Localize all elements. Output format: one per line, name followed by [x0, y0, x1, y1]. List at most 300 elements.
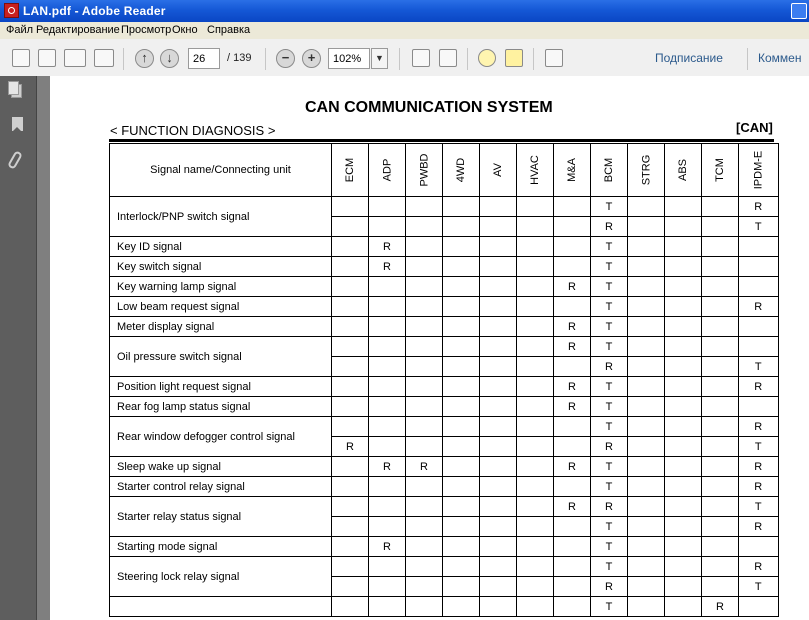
signal-cell: T	[591, 537, 628, 557]
signal-cell	[517, 297, 554, 317]
signal-cell	[332, 537, 369, 557]
signal-cell: T	[591, 337, 628, 357]
attachment-icon[interactable]	[7, 150, 23, 170]
signal-cell	[554, 597, 591, 617]
signal-cell	[628, 417, 665, 437]
signal-cell	[628, 337, 665, 357]
signal-cell: R	[591, 497, 628, 517]
signal-cell	[628, 557, 665, 577]
signal-cell	[443, 457, 480, 477]
signal-cell	[702, 297, 739, 317]
column-header	[665, 144, 702, 197]
signal-cell	[332, 297, 369, 317]
signal-cell: R	[591, 357, 628, 377]
signal-cell	[480, 557, 517, 577]
signal-name: Low beam request signal	[110, 297, 332, 317]
column-header	[406, 144, 443, 197]
column-header-label: ABS	[676, 158, 689, 182]
signal-cell	[554, 217, 591, 237]
signal-cell	[369, 577, 406, 597]
signal-cell	[554, 257, 591, 277]
signal-cell	[517, 397, 554, 417]
signal-cell	[702, 257, 739, 277]
signal-cell: T	[591, 557, 628, 577]
signal-cell	[480, 397, 517, 417]
signal-cell	[628, 377, 665, 397]
column-header-label: ECM	[343, 157, 356, 183]
signal-cell	[443, 337, 480, 357]
signal-cell	[480, 257, 517, 277]
signal-cell	[554, 437, 591, 457]
signal-cell	[369, 197, 406, 217]
signal-cell	[332, 337, 369, 357]
column-header	[628, 144, 665, 197]
signal-cell	[517, 537, 554, 557]
signal-cell: R	[554, 337, 591, 357]
signal-cell	[517, 217, 554, 237]
table-row	[110, 477, 779, 497]
signal-cell	[665, 277, 702, 297]
signal-cell	[332, 257, 369, 277]
signal-cell: T	[591, 197, 628, 217]
signal-cell: R	[739, 197, 779, 217]
signal-cell	[665, 537, 702, 557]
signal-cell	[628, 577, 665, 597]
signal-cell	[702, 377, 739, 397]
signal-cell	[628, 537, 665, 557]
signal-cell	[702, 397, 739, 417]
signal-cell	[332, 317, 369, 337]
signal-cell	[406, 357, 443, 377]
signal-cell	[332, 517, 369, 537]
signal-cell	[443, 277, 480, 297]
signal-cell: T	[739, 217, 779, 237]
signal-cell: R	[739, 477, 779, 497]
signal-cell: T	[591, 317, 628, 337]
signal-cell	[369, 337, 406, 357]
signal-cell	[517, 597, 554, 617]
signal-cell: T	[739, 357, 779, 377]
title-bar	[0, 0, 809, 22]
signal-name: Starter control relay signal	[110, 477, 332, 497]
signal-cell	[702, 437, 739, 457]
signal-cell	[480, 237, 517, 257]
column-header	[332, 144, 369, 197]
signal-cell	[517, 437, 554, 457]
signal-cell	[480, 217, 517, 237]
signal-cell	[628, 397, 665, 417]
signal-cell	[739, 277, 779, 297]
signal-cell	[702, 417, 739, 437]
signal-cell	[517, 457, 554, 477]
signal-cell	[443, 557, 480, 577]
table-row	[110, 377, 779, 397]
signal-name: Key switch signal	[110, 257, 332, 277]
zoom-input[interactable]: 102%	[328, 48, 370, 69]
signal-cell	[332, 397, 369, 417]
signal-name	[110, 597, 332, 617]
signal-cell: T	[591, 397, 628, 417]
signal-cell	[628, 237, 665, 257]
comment-link[interactable]: Коммен	[758, 51, 802, 65]
signal-cell	[665, 517, 702, 537]
column-header-label: M&A	[566, 158, 578, 182]
column-header-label: STRG	[640, 154, 652, 186]
signal-cell: R	[591, 217, 628, 237]
signal-cell	[332, 457, 369, 477]
column-header	[369, 144, 406, 197]
signal-cell	[443, 597, 480, 617]
signal-cell	[517, 417, 554, 437]
signal-cell	[443, 297, 480, 317]
signal-cell: T	[591, 297, 628, 317]
signal-cell	[369, 357, 406, 377]
signal-cell	[702, 337, 739, 357]
table-row	[110, 597, 779, 617]
signal-cell	[517, 257, 554, 277]
signal-cell	[628, 297, 665, 317]
signal-cell	[554, 517, 591, 537]
signal-name: Key warning lamp signal	[110, 277, 332, 297]
signal-cell	[369, 517, 406, 537]
column-header-label: ADP	[381, 158, 393, 182]
table-row	[110, 457, 779, 477]
signal-cell: R	[739, 417, 779, 437]
signal-cell	[332, 357, 369, 377]
table-header-name: Signal name/Connecting unit	[110, 144, 332, 197]
signal-cell	[628, 457, 665, 477]
signal-cell	[517, 317, 554, 337]
signal-cell: T	[591, 457, 628, 477]
signal-cell	[480, 437, 517, 457]
column-header-label: TCM	[713, 158, 726, 182]
column-header	[591, 144, 628, 197]
signal-cell	[554, 577, 591, 597]
signal-cell: R	[739, 517, 779, 537]
signal-cell	[517, 277, 554, 297]
menu-edit[interactable]: Редактирование	[36, 24, 120, 36]
signal-cell	[517, 517, 554, 537]
signal-cell: R	[369, 257, 406, 277]
signal-cell: T	[591, 257, 628, 277]
signal-cell: R	[591, 577, 628, 597]
menu-window[interactable]: Окно	[172, 24, 198, 36]
signal-cell	[665, 397, 702, 417]
signal-cell	[517, 357, 554, 377]
signal-cell	[739, 537, 779, 557]
signal-cell: R	[369, 237, 406, 257]
signal-cell	[702, 317, 739, 337]
signal-name: Meter display signal	[110, 317, 332, 337]
signal-name: Sleep wake up signal	[110, 457, 332, 477]
signal-cell	[702, 537, 739, 557]
signal-cell	[554, 537, 591, 557]
signal-cell	[406, 257, 443, 277]
signal-cell	[406, 497, 443, 517]
signal-cell	[443, 417, 480, 437]
fit-page-icon[interactable]	[412, 49, 430, 67]
signal-cell: T	[739, 497, 779, 517]
signal-cell	[332, 477, 369, 497]
signal-cell	[480, 537, 517, 557]
signal-name: Starting mode signal	[110, 537, 332, 557]
signal-cell	[665, 337, 702, 357]
signal-cell: R	[554, 457, 591, 477]
signal-cell	[406, 197, 443, 217]
save-icon[interactable]	[38, 49, 56, 67]
signal-cell	[369, 497, 406, 517]
signal-cell	[369, 297, 406, 317]
zoom-dropdown-icon[interactable]: ▼	[371, 48, 388, 69]
signal-name: Oil pressure switch signal	[110, 337, 332, 377]
signal-cell	[702, 197, 739, 217]
signal-cell	[665, 497, 702, 517]
signal-cell	[443, 317, 480, 337]
signal-cell	[406, 537, 443, 557]
fit-width-icon[interactable]	[439, 49, 457, 67]
column-header	[702, 144, 739, 197]
table-row	[110, 317, 779, 337]
signal-cell	[443, 437, 480, 457]
menu-file[interactable]: Файл	[6, 24, 34, 36]
page-title: CAN COMMUNICATION SYSTEM	[305, 99, 553, 116]
signal-cell	[406, 237, 443, 257]
signal-cell: R	[332, 437, 369, 457]
signal-cell	[480, 457, 517, 477]
signal-cell	[628, 317, 665, 337]
signal-cell	[406, 437, 443, 457]
signal-cell: R	[554, 277, 591, 297]
table-row	[110, 497, 779, 517]
page-total: / 139	[227, 52, 252, 64]
signal-cell	[406, 517, 443, 537]
signal-cell	[702, 237, 739, 257]
signal-cell	[628, 217, 665, 237]
table-row	[110, 537, 779, 557]
signal-cell	[702, 517, 739, 537]
signal-cell	[628, 197, 665, 217]
signal-cell	[554, 417, 591, 437]
signal-cell	[702, 217, 739, 237]
signal-cell	[406, 337, 443, 357]
signal-cell	[406, 397, 443, 417]
create-icon[interactable]	[12, 49, 30, 67]
signal-cell: R	[554, 377, 591, 397]
signal-cell	[517, 497, 554, 517]
next-page-icon[interactable]: ↓	[160, 49, 179, 68]
signal-cell: R	[739, 457, 779, 477]
signal-cell: R	[739, 557, 779, 577]
signal-cell	[332, 417, 369, 437]
signal-cell	[369, 377, 406, 397]
signal-cell	[480, 337, 517, 357]
signal-cell	[517, 577, 554, 597]
signal-cell	[702, 277, 739, 297]
signal-cell	[739, 257, 779, 277]
window-control-button[interactable]	[791, 3, 807, 19]
signal-cell: T	[591, 477, 628, 497]
table-row	[110, 397, 779, 417]
column-header-label: PWBD	[418, 153, 430, 187]
signal-cell	[480, 377, 517, 397]
signal-cell: R	[739, 377, 779, 397]
signal-cell	[702, 477, 739, 497]
signal-cell	[665, 437, 702, 457]
signal-cell	[369, 437, 406, 457]
signal-cell	[443, 537, 480, 557]
signal-cell	[739, 237, 779, 257]
signal-cell	[443, 357, 480, 377]
signal-cell	[332, 577, 369, 597]
signal-cell	[517, 237, 554, 257]
signal-cell	[628, 357, 665, 377]
column-header	[443, 144, 480, 197]
signal-cell: R	[554, 497, 591, 517]
column-header	[739, 144, 779, 197]
signal-cell	[332, 597, 369, 617]
section-tag: [CAN]	[736, 120, 773, 135]
signal-cell	[480, 357, 517, 377]
signal-cell	[406, 557, 443, 577]
signal-cell: T	[591, 517, 628, 537]
signal-name: Rear window defogger control signal	[110, 417, 332, 457]
signal-cell	[480, 477, 517, 497]
signal-cell	[480, 317, 517, 337]
signal-cell	[332, 377, 369, 397]
heading-rule	[109, 139, 774, 142]
table-row	[110, 337, 779, 357]
table-row	[110, 297, 779, 317]
signal-cell: R	[554, 317, 591, 337]
signal-cell	[332, 217, 369, 237]
email-icon[interactable]	[94, 49, 114, 67]
signal-cell	[443, 217, 480, 237]
signal-cell	[406, 277, 443, 297]
window-title: LAN.pdf - Adobe Reader	[23, 4, 166, 18]
signal-cell	[739, 317, 779, 337]
signal-cell	[369, 217, 406, 237]
signal-cell	[369, 477, 406, 497]
signal-cell	[702, 457, 739, 477]
signal-cell	[480, 497, 517, 517]
signal-cell	[369, 417, 406, 437]
signal-cell	[406, 477, 443, 497]
table-row	[110, 557, 779, 577]
signal-cell	[443, 497, 480, 517]
signal-cell: R	[406, 457, 443, 477]
signal-cell	[480, 277, 517, 297]
expand-icon[interactable]	[545, 49, 563, 67]
signal-name: Starter relay status signal	[110, 497, 332, 537]
signal-cell	[554, 557, 591, 577]
menu-help[interactable]: Справка	[207, 24, 251, 36]
signal-cell	[702, 497, 739, 517]
signal-cell	[406, 297, 443, 317]
signal-cell	[665, 317, 702, 337]
signal-cell	[443, 377, 480, 397]
signal-cell: T	[591, 237, 628, 257]
signal-cell: R	[369, 457, 406, 477]
signal-cell	[554, 477, 591, 497]
table-row	[110, 277, 779, 297]
signal-cell	[406, 577, 443, 597]
signal-cell	[665, 477, 702, 497]
comment-icon[interactable]	[478, 49, 496, 67]
signal-cell	[628, 597, 665, 617]
signal-cell	[628, 497, 665, 517]
signal-cell	[443, 197, 480, 217]
signal-cell	[739, 597, 779, 617]
signal-cell	[665, 377, 702, 397]
signal-cell: R	[702, 597, 739, 617]
signal-cell	[443, 517, 480, 537]
signal-cell	[554, 197, 591, 217]
column-header-label: AV	[491, 163, 504, 177]
adobe-reader-icon	[4, 3, 19, 18]
page-number-input[interactable]: 26	[188, 48, 220, 69]
table-row	[110, 417, 779, 437]
highlight-icon[interactable]	[505, 49, 523, 67]
signal-cell: R	[554, 397, 591, 417]
sign-link[interactable]: Подписание	[655, 51, 723, 65]
signal-cell	[332, 237, 369, 257]
signal-cell: T	[591, 277, 628, 297]
signal-name: Steering lock relay signal	[110, 557, 332, 597]
signal-name: Rear fog lamp status signal	[110, 397, 332, 417]
signal-cell	[443, 477, 480, 497]
signal-cell	[443, 577, 480, 597]
zoom-in-icon[interactable]: +	[302, 49, 321, 68]
signal-cell	[480, 297, 517, 317]
signal-cell	[554, 357, 591, 377]
bookmark-icon[interactable]	[12, 117, 23, 131]
signal-cell	[480, 517, 517, 537]
signal-cell: R	[369, 537, 406, 557]
column-header-label: HVAC	[529, 155, 541, 185]
zoom-out-icon[interactable]: −	[276, 49, 295, 68]
signal-name: Position light request signal	[110, 377, 332, 397]
signal-cell	[665, 597, 702, 617]
signal-cell	[702, 577, 739, 597]
signal-cell	[369, 557, 406, 577]
signal-cell	[665, 417, 702, 437]
previous-page-icon[interactable]: ↑	[135, 49, 154, 68]
signal-cell	[406, 597, 443, 617]
signal-cell	[517, 337, 554, 357]
signal-cell	[406, 317, 443, 337]
signal-cell	[369, 397, 406, 417]
signal-cell	[517, 557, 554, 577]
column-header-label: BCM	[602, 157, 615, 183]
pages-icon[interactable]	[11, 84, 22, 98]
table-row	[110, 257, 779, 277]
navigation-pane	[0, 76, 37, 620]
signal-cell	[665, 557, 702, 577]
signal-cell: R	[591, 437, 628, 457]
signal-cell	[554, 297, 591, 317]
signal-cell	[332, 197, 369, 217]
signal-cell	[554, 237, 591, 257]
signal-cell	[665, 237, 702, 257]
column-header-label: IPDM-E	[752, 150, 765, 190]
signal-cell: T	[739, 437, 779, 457]
signal-cell	[332, 557, 369, 577]
signal-cell	[628, 277, 665, 297]
signal-cell	[443, 257, 480, 277]
menu-view[interactable]: Просмотр	[121, 24, 172, 36]
print-icon[interactable]	[64, 49, 86, 67]
signal-cell	[665, 217, 702, 237]
